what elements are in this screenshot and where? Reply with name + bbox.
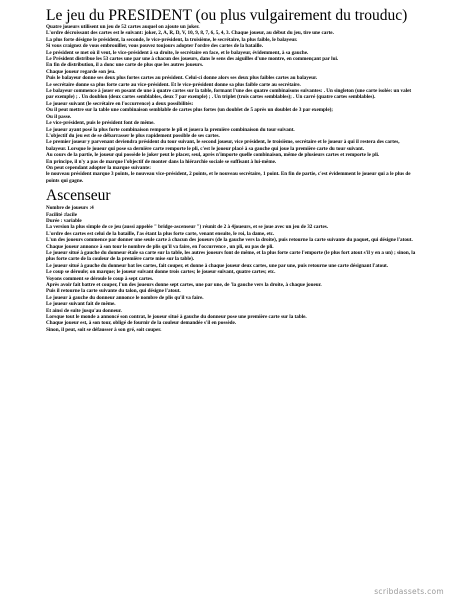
paragraph: Quatre joueurs utilisent un jeu de 52 cartes auquel on ajoute un joker. — [46, 24, 200, 30]
paragraph: le nouveau président marque 3 points, le nouveau vice-président, 2 points, et le nouveau secrétaire, 1 point. En fin de partie, c'est évidemment le joueur qui a le plus de points qui gagne. — [46, 171, 411, 184]
paragraph: Durée : variable — [46, 217, 82, 224]
paragraph: Et ainsi de suite jusqu'au donneur. — [46, 307, 122, 314]
paragraph: Sinon, il peut, soit se défausser à son gré, soit couper. — [46, 326, 162, 333]
paragraph: Facilité :facile — [46, 211, 77, 218]
paragraph: Voyons comment se déroule le coup à sept cartes. — [46, 275, 154, 282]
paragraph: Le joueur situé à gauche du donneur bat les cartes, fait couper, et donne à chaque joueur deux cartes, une par une, puis retourne une carte désignant l'atout. — [46, 262, 389, 269]
paragraph: Si vous craignez de vous embrouiller, vous pouvez toujours adopter l'ordre des cartes de la bataille. — [46, 43, 263, 50]
paragraph: Le joueur situé à gauche du donneur étale sa carte sur la table, les autres joueurs font de même, et la plus forte carte l'emporte (le plus fort atout s'il y en a un) ; sinon, la plus forte carte de la couleur de la première carte mise sur la table). — [46, 250, 416, 263]
paragraph: En fin de distribution, il a donc une carte de plus que les autres joueurs. — [46, 62, 204, 69]
paragraph: Le secrétaire donne sa plus forte carte au vice-président. Et le vice-président donne sa plus faible carte au secrétaire. — [46, 81, 301, 88]
paragraph: En principe, il n'y a pas de marque l'objectif de monter dans la hiérarchie sociale se suffisant à lui-même. — [46, 158, 277, 165]
paragraph: Le joueur à gauche du donneur annonce le nombre de plis qu'il va faire. — [46, 294, 204, 301]
paragraph: On peut cependant adopter la marque suivante: — [46, 164, 151, 171]
paragraph: L'objectif du jeu est de se débarrasser le plus rapidement possible de ses cartes. — [46, 132, 220, 139]
paragraph: Chaque joueur est, à son tour, obligé de fournir de la couleur demandée s'il en possède. — [46, 320, 237, 327]
president-section-title: Le jeu du PRESIDENT (ou plus vulgairement du trouduc) — [46, 7, 408, 24]
paragraph: Le premier joueur y parvenant deviendra président du tour suivant, le second joueur, vice président, le troisième, secrétaire et le joueur à qui il restera des cartes, balayeur. Lorsque le joueur qui pose sa dernière carte remporte le pli, c'est le joueur placé à sa gauche qui joue la première carte du tour suivant. — [46, 139, 400, 152]
paragraph: Après avoir fait battre et couper, l'un des joueurs donne sept cartes, une par une, de 'la gauche vers la droite, à chaque joueur. — [46, 282, 322, 289]
paragraph: Le vice-président, puis le président font de même. — [46, 120, 155, 127]
paragraph: Nombre de joueurs :4 — [46, 205, 94, 212]
paragraph: Le coup se déroule; on marque; le joueur suivant donne trois cartes; le joueur suivant, quatre cartes; etc. — [46, 269, 276, 276]
paragraph: Le président se met où il veut, le vice-président à sa droite, le secrétaire en face, et le balayeur, évidemment, à sa gauche. — [46, 49, 309, 56]
ascenseur-rules-body — [46, 205, 416, 333]
paragraph: Ou il passe. — [46, 113, 72, 120]
document-page — [46, 8, 416, 333]
paragraph: Le balayeur commence à jouer en posant de une à quatre cartes sur la table, formant l'une des quatre combinaisons suivantes: . Un singleton (une carte isolée: un valet par exemple) ; . Un doublon (deux cartes semblables, deux 7 par exemple) ; . Un triplet (trois cartes semblables); . Un carré (quatre cartes semblables). — [46, 88, 412, 101]
president-rules-body — [46, 24, 416, 184]
paragraph: La version la plus simple de ce jeu (aussi appelée " bridge-ascenseur ") réunit de 2 à 4joueurs, et se joue avec un jeu de 32 cartes. — [46, 224, 329, 231]
paragraph: Puis il retourne la carte suivante du talon, qui désigne l'atout. — [46, 288, 181, 295]
paragraph: Lorsque tout le monde a annoncé son contrat, le joueur situé à gauche du donneur pose une première carte sur la table. — [46, 314, 307, 321]
paragraph: Ou il peut mettre sur la table une combinaison semblable de cartes plus fortes (un doublet de 5 après un doublet de 3 par exemple); — [46, 107, 334, 114]
paragraph: L'ordre décroissant des cartes est le suivant: joker, 2, A, R, D, V, 10, 9, 8, 7, 6, 5, 4, 3. Chaque joueur, au début du jeu, tire une carte. — [46, 30, 334, 37]
paragraph: La plus forte désigne le président, la seconde, le vice-président, la troisième, le secrétaire, la plus faible, le balayeur. — [46, 36, 298, 43]
paragraph: Le joueur ayant posé la plus forte combinaison remporte le pli et jouera la première combinaison du tour suivant. — [46, 126, 295, 133]
paragraph: Puis le balayeur donne ses deux plus fortes cartes au président. Celui-ci donne alors ses deux plus faibles cartes au balayeur. — [46, 75, 318, 82]
ascenseur-section-title: Ascenseur — [46, 187, 111, 205]
watermark: scribdassets.com — [374, 587, 444, 596]
paragraph: L'un des joueurs commence par donner une seule carte à chacun des joueurs (de la gauche vers la droite), puis retourne la carte suivante du paquet, qui désigne l'atout. Chaque joueur annonce à son tour le nombre de plis qu'il va faire, en l'occurrence , un pli, ou pas de pli. — [46, 237, 413, 250]
paragraph: Le joueur suivant (le secrétaire en l'occurrence) a deux possibilités: — [46, 100, 194, 107]
paragraph: Au cours de la partie, le joueur qui possède le joker peut le placer, seul, après n'importe quelle combinaison, même de plusieurs cartes et remporte le pli. — [46, 152, 380, 159]
paragraph: Chaque joueur regarde son jeu. — [46, 68, 116, 75]
paragraph: Le Président distribue les 53 cartes une par une à chacun des joueurs, dans le sens des aiguilles d'une montre, en commençant par lui. — [46, 56, 339, 63]
paragraph: L'ordre des cartes est celui de la bataille, l'as étant la plus forte carte, venant ensuite, le roi, la dame, etc. — [46, 230, 275, 237]
paragraph: Le joueur suivant fait de même. — [46, 301, 116, 308]
